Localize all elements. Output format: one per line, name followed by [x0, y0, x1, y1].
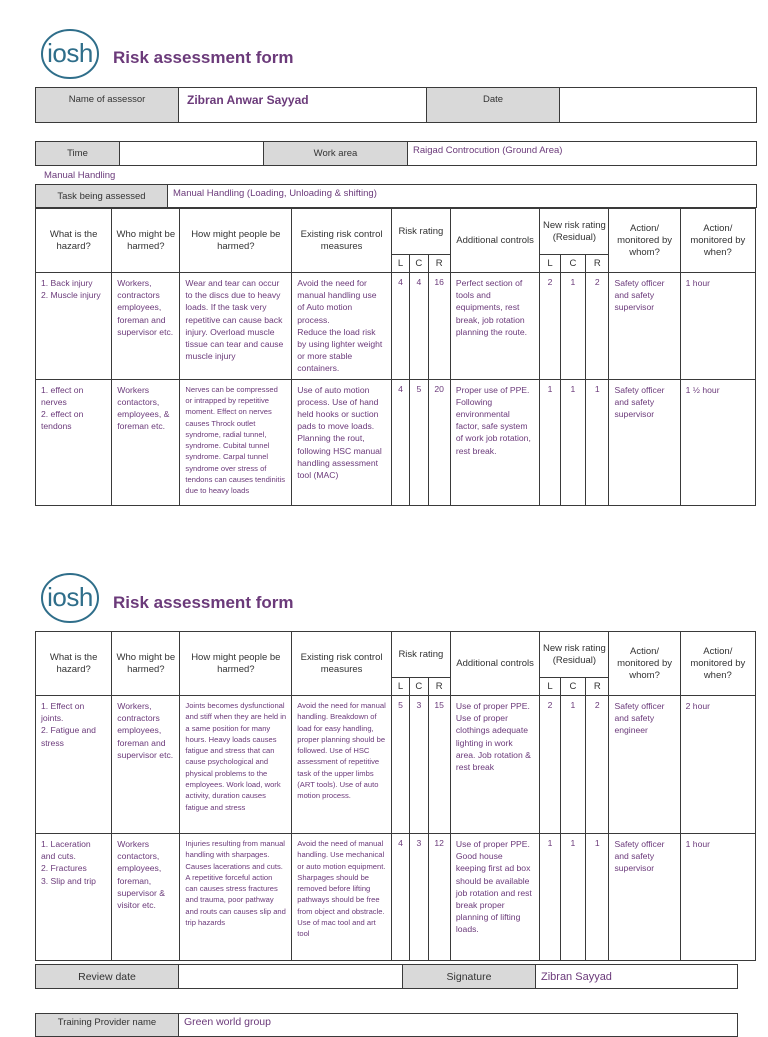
- existing-cell: Avoid the need for manual handling. Breakdown of load for easy handling, proper planning should be followed. Use of HSC assessment of repetitive task of the upper limbs (ART tools). Use of auto motion process.: [292, 696, 392, 834]
- assessor-name-value[interactable]: Zibran Anwar Sayyad: [179, 88, 427, 123]
- task-table: [35, 184, 757, 208]
- l-cell: 4: [391, 273, 409, 380]
- col-how: How might people be harmed?: [180, 209, 292, 273]
- new-c-cell: 1: [560, 696, 585, 834]
- existing-cell: Use of auto motion process. Use of hand held hooks or suction pads to move loads. Planning the rout, following HSC manual handling assessment tool (MAC): [292, 379, 392, 505]
- col-new-c: C: [560, 255, 585, 273]
- col-existing: Existing risk control measures: [292, 632, 392, 696]
- col-existing: Existing risk control measures: [292, 209, 392, 273]
- col-new-l: L: [540, 678, 560, 696]
- hazard-cell: 1. Effect on joints. 2. Fatigue and stress: [36, 696, 112, 834]
- logo-text: iosh: [47, 38, 93, 68]
- table-row: [36, 379, 756, 505]
- logo-text: iosh: [47, 582, 93, 612]
- col-r: R: [428, 255, 450, 273]
- hazard-cell: 1. Back injury 2. Muscle injury: [36, 273, 112, 380]
- activity-label: Manual Handling: [44, 170, 116, 181]
- col-new-l: L: [540, 255, 560, 273]
- new-c-cell: 1: [560, 273, 585, 380]
- whom-cell: Safety officer and safety supervisor: [609, 834, 680, 961]
- time-value[interactable]: [120, 142, 264, 166]
- additional-cell: Use of proper PPE. Use of proper clothings adequate lighting in work area. Job rotation & rest break: [450, 696, 539, 834]
- col-action-whom: Action/ monitored by whom?: [609, 209, 680, 273]
- new-r-cell: 1: [586, 379, 609, 505]
- r-cell: 20: [428, 379, 450, 505]
- who-cell: Workers, contractors employees, foreman and supervisor etc.: [112, 273, 180, 380]
- signature-label: Signature: [403, 965, 536, 989]
- work-area-label: Work area: [264, 142, 408, 166]
- r-cell: 12: [428, 834, 450, 961]
- col-hazard: What is the hazard?: [36, 209, 112, 273]
- work-area-value[interactable]: Raigad Controcution (Ground Area): [408, 142, 757, 166]
- who-cell: Workers contactors, employees, & foreman etc.: [112, 379, 180, 505]
- existing-cell: Avoid the need of manual handling. Use mechanical or auto motion equipment. Sharpages should be removed before lifting pathways should be free from object and obstracle. Use of mac tool and art tool: [292, 834, 392, 961]
- iosh-logo: [40, 572, 100, 624]
- r-cell: 16: [428, 273, 450, 380]
- col-how: How might people be harmed?: [180, 632, 292, 696]
- r-cell: 15: [428, 696, 450, 834]
- col-who: Who might be harmed?: [112, 632, 180, 696]
- new-l-cell: 2: [540, 273, 560, 380]
- additional-cell: Use of proper PPE. Good house keeping first ad box should be available job rotation and rest break proper planning of lifting loads.: [450, 834, 539, 961]
- date-label: Date: [427, 88, 560, 123]
- hazard-cell: 1. effect on nerves 2. effect on tendons: [36, 379, 112, 505]
- col-c: C: [410, 678, 428, 696]
- col-c: C: [410, 255, 428, 273]
- how-cell: Nerves can be compressed or intrapped by repetitive moment. Effect on nerves causes Throck outlet syndrome, radial tunnel, syndrome. Cubital tunnel syndrome. Carpal tunnel syndrome over stress of tendons can causes tendinitis due to heavy loads: [180, 379, 292, 505]
- new-r-cell: 1: [586, 834, 609, 961]
- table-row: [36, 273, 756, 380]
- whom-cell: Safety officer and safety supervisor: [609, 273, 680, 380]
- additional-cell: Proper use of PPE. Following environmental factor, safe system of work job rotation, rest break.: [450, 379, 539, 505]
- date-value[interactable]: [560, 88, 757, 123]
- review-date-label: Review date: [36, 965, 179, 989]
- how-cell: Wear and tear can occur to the discs due to heavy loads. If the task very repetitive can cause back injury. Overload muscle tissue can tear and cause muscle injury: [180, 273, 292, 380]
- new-r-cell: 2: [586, 696, 609, 834]
- task-label: Task being assessed: [36, 185, 168, 208]
- col-l: L: [391, 678, 409, 696]
- task-value[interactable]: Manual Handling (Loading, Unloading & shifting): [168, 185, 757, 208]
- training-provider-value[interactable]: Green world group: [179, 1014, 738, 1037]
- new-l-cell: 1: [540, 834, 560, 961]
- col-risk-rating: Risk rating: [391, 209, 450, 255]
- review-date-value[interactable]: [179, 965, 403, 989]
- assessor-table: [35, 87, 757, 123]
- new-l-cell: 2: [540, 696, 560, 834]
- col-new-risk: New risk rating (Residual): [540, 632, 609, 678]
- c-cell: 3: [410, 834, 428, 961]
- col-new-r: R: [586, 255, 609, 273]
- whom-cell: Safety officer and safety engineer: [609, 696, 680, 834]
- col-new-c: C: [560, 678, 585, 696]
- training-table: [35, 1013, 738, 1037]
- new-l-cell: 1: [540, 379, 560, 505]
- c-cell: 3: [410, 696, 428, 834]
- new-c-cell: 1: [560, 834, 585, 961]
- whom-cell: Safety officer and safety supervisor: [609, 379, 680, 505]
- form-title: Risk assessment form: [113, 593, 294, 612]
- who-cell: Workers, contractors employees, foreman and supervisor etc.: [112, 696, 180, 834]
- risk-table-2: [35, 631, 756, 961]
- review-table: [35, 964, 738, 989]
- hazard-cell: 1. Laceration and cuts. 2. Fractures 3. Slip and trip: [36, 834, 112, 961]
- new-c-cell: 1: [560, 379, 585, 505]
- form-title: Risk assessment form: [113, 48, 294, 67]
- how-cell: Joints becomes dysfunctional and stiff when they are held in a same position for many hours. Heavy loads causes fatigue and stress that can cause psychological and physical problems to the employees. Work load, work activity, duration causes fatigue and stress: [180, 696, 292, 834]
- existing-cell: Avoid the need for manual handling use of Auto motion process. Reduce the load risk by using lighter weight or more stable containers.: [292, 273, 392, 380]
- signature-value[interactable]: Zibran Sayyad: [536, 965, 738, 989]
- col-new-r: R: [586, 678, 609, 696]
- training-provider-label: Training Provider name: [36, 1014, 179, 1037]
- col-risk-rating: Risk rating: [391, 632, 450, 678]
- col-hazard: What is the hazard?: [36, 632, 112, 696]
- col-who: Who might be harmed?: [112, 209, 180, 273]
- how-cell: Injuries resulting from manual handling with sharpages. Causes lacerations and cuts. A repetitive forceful action can causes stress fractures and trauma, poor pathway and routs can causes slip and trip hazards: [180, 834, 292, 961]
- when-cell: 1 ½ hour: [680, 379, 755, 505]
- col-additional: Additional controls: [450, 209, 539, 273]
- table-row: [36, 696, 756, 834]
- c-cell: 5: [410, 379, 428, 505]
- assessor-name-label: Name of assessor: [36, 88, 179, 123]
- l-cell: 4: [391, 379, 409, 505]
- col-additional: Additional controls: [450, 632, 539, 696]
- who-cell: Workers contactors, employees, foreman, supervisor & visitor etc.: [112, 834, 180, 961]
- l-cell: 4: [391, 834, 409, 961]
- risk-table-1: [35, 208, 756, 506]
- col-new-risk: New risk rating (Residual): [540, 209, 609, 255]
- time-label: Time: [36, 142, 120, 166]
- time-area-table: [35, 141, 757, 166]
- when-cell: 2 hour: [680, 696, 755, 834]
- col-action-when: Action/ monitored by when?: [680, 632, 755, 696]
- col-action-when: Action/ monitored by when?: [680, 209, 755, 273]
- when-cell: 1 hour: [680, 273, 755, 380]
- c-cell: 4: [410, 273, 428, 380]
- when-cell: 1 hour: [680, 834, 755, 961]
- additional-cell: Perfect section of tools and equipments, rest break, job rotation planning the route.: [450, 273, 539, 380]
- table-row: [36, 834, 756, 961]
- l-cell: 5: [391, 696, 409, 834]
- col-action-whom: Action/ monitored by whom?: [609, 632, 680, 696]
- new-r-cell: 2: [586, 273, 609, 380]
- col-r: R: [428, 678, 450, 696]
- col-l: L: [391, 255, 409, 273]
- iosh-logo: [40, 28, 100, 80]
